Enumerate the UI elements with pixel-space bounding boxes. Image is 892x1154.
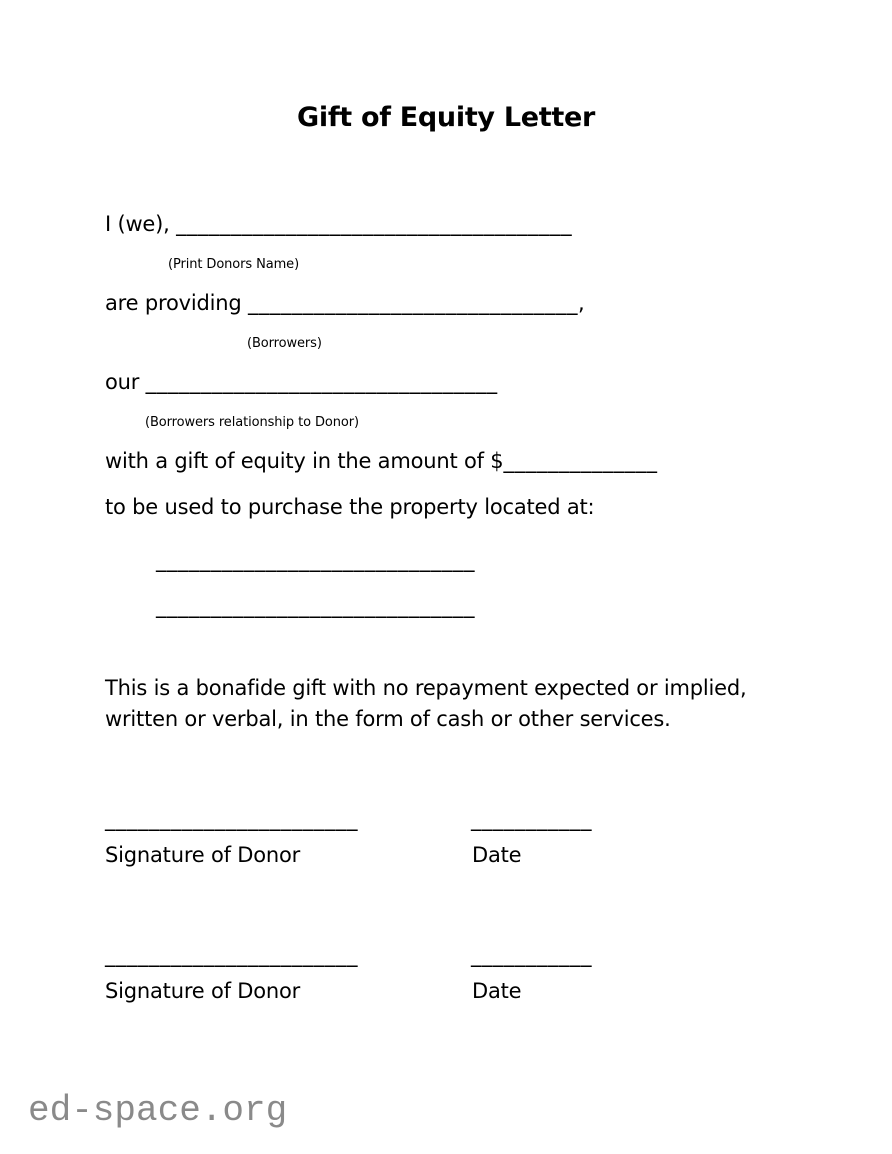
amount-prefix: with a gift of equity in the amount of $ (105, 449, 504, 473)
statement-line-2: written or verbal, in the form of cash or other services. (105, 707, 671, 731)
relationship-row (105, 370, 498, 394)
donor-prefix: I (we), (105, 212, 177, 236)
relationship-field[interactable]: ________________________________ (145, 370, 498, 394)
property-text: to be used to purchase the property located at: (105, 495, 595, 519)
borrower-prefix: are providing (105, 291, 248, 315)
donor-name-field[interactable]: ____________________________________ (176, 212, 573, 236)
amount-field[interactable]: ______________ (503, 449, 658, 473)
address-field-1[interactable]: _____________________________ (156, 548, 475, 572)
borrower-row (105, 291, 584, 315)
date-label-1: Date (472, 843, 522, 867)
watermark: ed-space.org (28, 1090, 288, 1131)
relationship-prefix: our (105, 370, 146, 394)
date-field-2[interactable]: ___________ (471, 943, 592, 967)
relationship-hint: (Borrowers relationship to Donor) (145, 415, 359, 430)
document-title: Gift of Equity Letter (297, 102, 595, 133)
signature-label-2: Signature of Donor (105, 979, 301, 1003)
donor-name-row (105, 212, 572, 236)
date-label-2: Date (472, 979, 522, 1003)
signature-field-1[interactable]: _______________________ (105, 807, 358, 831)
amount-row (105, 449, 657, 473)
statement-line-1: This is a bonafide gift with no repayment expected or implied, (105, 676, 747, 700)
borrower-field[interactable]: ______________________________ (247, 291, 578, 315)
signature-field-2[interactable]: _______________________ (105, 943, 358, 967)
borrower-suffix: , (577, 291, 585, 315)
address-field-2[interactable]: _____________________________ (156, 594, 475, 618)
borrower-hint: (Borrowers) (247, 336, 322, 351)
date-field-1[interactable]: ___________ (471, 807, 592, 831)
donor-name-hint: (Print Donors Name) (168, 257, 300, 272)
signature-label-1: Signature of Donor (105, 843, 301, 867)
